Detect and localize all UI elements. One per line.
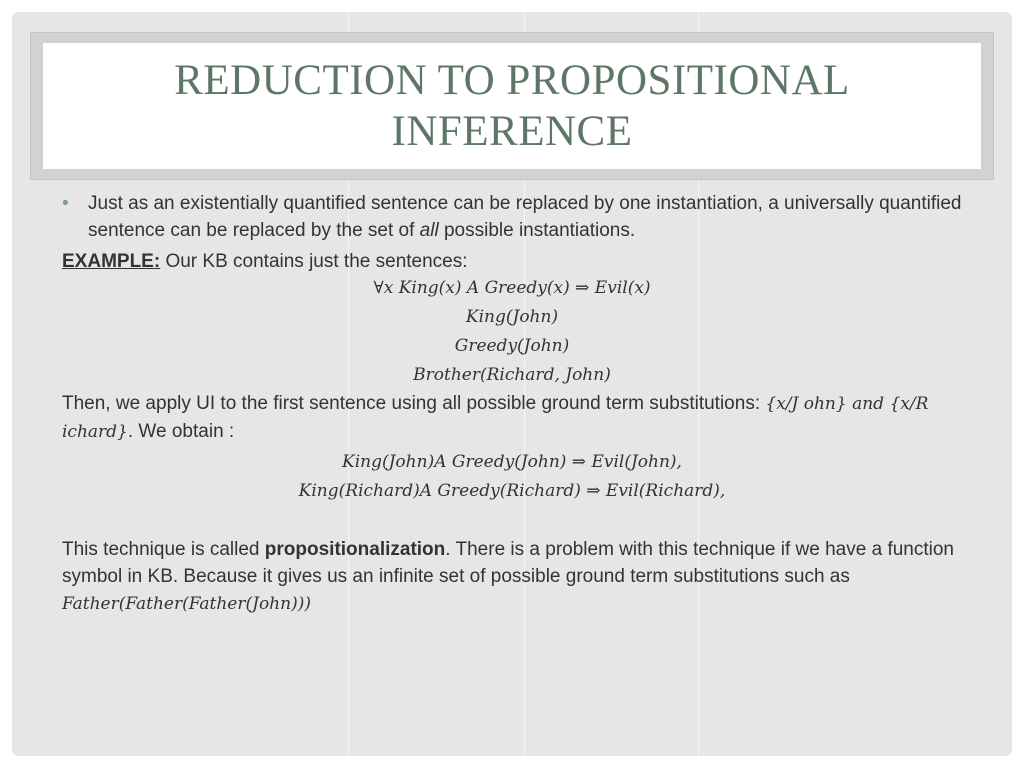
then-paragraph [62, 390, 962, 446]
kb-formula: ∀x King(x) A Greedy(x) ⇒ Evil(x) [373, 278, 651, 298]
kb-formulas [62, 274, 962, 390]
title-box [43, 43, 981, 169]
then-text-end: . We obtain : [127, 421, 235, 442]
conclusion-math: Father(Father(Father(John))) [62, 594, 311, 614]
substitution-math: {x/J ohn} and {x/R ichard} [62, 394, 929, 442]
bullet-item [62, 190, 962, 244]
then-text: Then, we apply UI to the first sentence using all possible ground term substitutions: [62, 393, 766, 414]
conclusion-bold: propositionalization [264, 539, 446, 560]
conclusion-text: This technique is called [62, 539, 265, 560]
example-line [62, 248, 962, 275]
spacer [62, 506, 962, 536]
bullet-italic: all [419, 220, 439, 241]
obtained-formulas [62, 448, 962, 506]
slide-title [43, 55, 981, 157]
title-line: INFERENCE [391, 108, 633, 155]
title-line: REDUCTION TO PROPOSITIONAL [174, 57, 850, 104]
example-label: EXAMPLE: [62, 251, 161, 272]
kb-formula: King(John) [465, 307, 559, 327]
conclusion-paragraph [62, 536, 962, 618]
bullet-text: Just as an existentially quantified sentence can be replaced by one instantiation, a universally quantified sentence can be replaced by the set of [88, 193, 962, 241]
title-frame [30, 32, 994, 180]
obtained-formula: King(John)A Greedy(John) ⇒ Evil(John), [342, 452, 682, 472]
kb-formula: Greedy(John) [454, 336, 570, 356]
kb-formula: Brother(Richard, John) [413, 365, 611, 385]
bullet-text-end: possible instantiations. [438, 220, 636, 241]
conclusion-text-end: . There is a problem with this technique if we have a function symbol in KB. Because it gives us an infinite set of possible ground term substitutions such as [62, 539, 954, 587]
bullet-marker: • [62, 193, 69, 214]
example-text: Our KB contains just the sentences: [160, 251, 468, 272]
slide-content [62, 190, 962, 618]
obtained-formula: King(Richard)A Greedy(Richard) ⇒ Evil(Richard), [298, 481, 726, 501]
